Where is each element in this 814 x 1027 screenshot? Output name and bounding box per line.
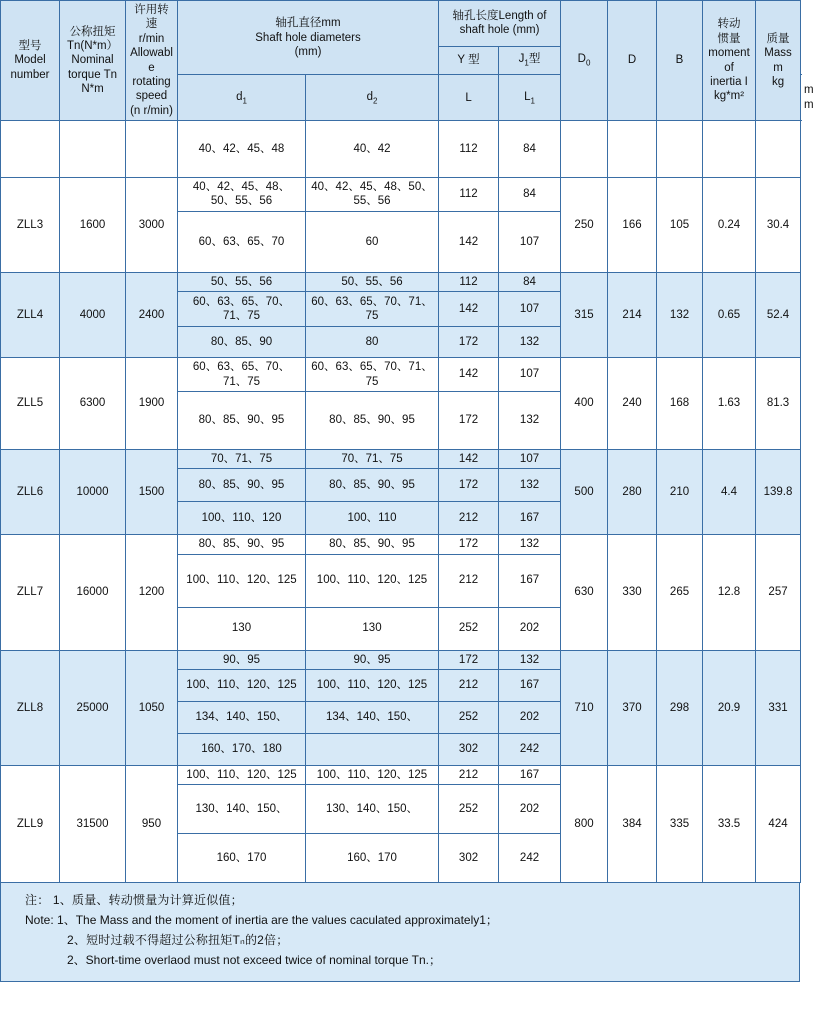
header-nominal-torque: 公称扭矩 Tn(N*m） Nominal torque Tn N*m — [60, 1, 126, 121]
cell-d1: 100、110、120、125 — [178, 670, 306, 702]
cell-speed: 1200 — [126, 535, 178, 650]
cell-L1: 132 — [499, 650, 561, 669]
cell-d1: 160、170 — [178, 834, 306, 883]
cell-L: 212 — [439, 670, 499, 702]
header-model-cn: 型号 — [18, 39, 42, 52]
cell-mass: 139.8 — [756, 449, 801, 534]
cell-d0: 500 — [561, 449, 608, 534]
cell-d1: 80、85、90、95 — [178, 535, 306, 554]
cell-torque: 6300 — [60, 358, 126, 450]
cell-d1: 80、85、90 — [178, 327, 306, 358]
cell-d2: 130 — [306, 607, 439, 650]
cell-d1: 80、85、90、95 — [178, 391, 306, 449]
cell-d2: 40、42、45、48、50、55、56 — [306, 178, 439, 212]
header-allowable-speed: 许用转速 r/min Allowable rotating speed (n r/min) — [126, 1, 178, 121]
cell-L: 172 — [439, 535, 499, 554]
header-inertia: 转动 惯量 moment of inertia I kg*m² — [703, 1, 756, 121]
header-j1-type: $J_1$型 — [499, 46, 561, 75]
cell-d2: 160、170 — [306, 834, 439, 883]
cell-d2: 100、110、120、125 — [306, 670, 439, 702]
cell-model: ZLL6 — [1, 449, 60, 534]
cell-d1: 100、110、120、125 — [178, 766, 306, 785]
cell-L: 252 — [439, 702, 499, 734]
cell-L: 212 — [439, 766, 499, 785]
cell-d2: 134、140、150、 — [306, 702, 439, 734]
cell-B: 335 — [657, 766, 703, 883]
cell-d1: 80、85、90、95 — [178, 469, 306, 502]
cell-L1: 132 — [499, 535, 561, 554]
cell-L: 172 — [439, 327, 499, 358]
cell-B: 265 — [657, 535, 703, 650]
cell-speed: 2400 — [126, 272, 178, 357]
header-shaft-hole-diameter: 轴孔直径mm Shaft hole diameters (mm) — [178, 1, 439, 75]
cell-mass: 52.4 — [756, 272, 801, 357]
cell-d1: 130 — [178, 607, 306, 650]
cell-d1: 60、63、65、70 — [178, 211, 306, 272]
cell-model: ZLL7 — [1, 535, 60, 650]
cell-L1: 202 — [499, 702, 561, 734]
cell-mass: 30.4 — [756, 178, 801, 273]
cell-L1: 132 — [499, 391, 561, 449]
cell-d1: 60、63、65、70、71、75 — [178, 358, 306, 392]
cell-d2: 60 — [306, 211, 439, 272]
cell-L1: 202 — [499, 607, 561, 650]
cell-model: ZLL5 — [1, 358, 60, 450]
cell-B: 210 — [657, 449, 703, 534]
cell-mass: 81.3 — [756, 358, 801, 450]
cell-inertia: 33.5 — [703, 766, 756, 883]
cell-d2: 70、71、75 — [306, 449, 439, 468]
cell-d2: 100、110 — [306, 502, 439, 535]
cell-d1: 90、95 — [178, 650, 306, 669]
cell-d1: 60、63、65、70、71、75 — [178, 292, 306, 327]
cell-model: ZLL3 — [1, 178, 60, 273]
cell-B: 105 — [657, 178, 703, 273]
cell-d2: 80、85、90、95 — [306, 391, 439, 449]
cell-d2: 90、95 — [306, 650, 439, 669]
cell-torque: 31500 — [60, 766, 126, 883]
cell-mass — [756, 121, 801, 178]
cell-d0: 710 — [561, 650, 608, 765]
cell-d1: 100、110、120、125 — [178, 554, 306, 607]
cell-model: ZLL8 — [1, 650, 60, 765]
cell-speed — [126, 121, 178, 178]
cell-inertia: 1.63 — [703, 358, 756, 450]
cell-d2: 50、55、56 — [306, 272, 439, 291]
cell-B: 298 — [657, 650, 703, 765]
table-row — [1, 178, 801, 212]
note-line-cn-1: 注： 1、质量、转动惯量为计算近似值； — [25, 893, 243, 908]
cell-model — [1, 121, 60, 178]
table-header-row-1 — [1, 1, 801, 47]
cell-D — [608, 121, 657, 178]
cell-L1: 167 — [499, 554, 561, 607]
cell-L1: 107 — [499, 292, 561, 327]
note-line-cn-2: 2、短时过载不得超过公称扭矩Tₙ的2倍； — [67, 932, 289, 947]
cell-d2: 80 — [306, 327, 439, 358]
cell-d2: 60、63、65、70、71、75 — [306, 358, 439, 392]
cell-L1: 132 — [499, 327, 561, 358]
note-line-en-2: 2、Short-time overlaod must not exceed twice of nominal torque Tn.； — [67, 952, 441, 967]
cell-model: ZLL4 — [1, 272, 60, 357]
cell-d2: 60、63、65、70、71、75 — [306, 292, 439, 327]
cell-speed: 1050 — [126, 650, 178, 765]
cell-D: 330 — [608, 535, 657, 650]
table-row — [1, 121, 801, 178]
cell-d1: 40、42、45、48 — [178, 121, 306, 178]
table-header-row-3: $d_1$ $d_2$ L $L_1$ mm — [1, 75, 801, 121]
header-y-type: Y 型 — [439, 46, 499, 75]
cell-L: 142 — [439, 292, 499, 327]
cell-D: 280 — [608, 449, 657, 534]
note-line-en-1: Note: 1、The Mass and the moment of inertia are the values caculated approximately1； — [25, 913, 498, 928]
cell-d1: 134、140、150、 — [178, 702, 306, 734]
cell-L1: 202 — [499, 785, 561, 834]
table-row — [1, 535, 801, 554]
header-model-en1: Model — [14, 54, 46, 67]
cell-L1: 242 — [499, 734, 561, 766]
header-mass: 质量 Mass m kg — [756, 1, 801, 121]
cell-L: 112 — [439, 178, 499, 212]
header-B: B — [657, 1, 703, 121]
cell-B: 168 — [657, 358, 703, 450]
cell-d2: 130、140、150、 — [306, 785, 439, 834]
cell-d1: 130、140、150、 — [178, 785, 306, 834]
header-d1: $d_1$ — [178, 75, 306, 121]
cell-L1: 107 — [499, 358, 561, 392]
cell-L1: 132 — [499, 469, 561, 502]
cell-torque: 16000 — [60, 535, 126, 650]
cell-d1: 100、110、120 — [178, 502, 306, 535]
table-row — [1, 766, 801, 785]
cell-d1: 50、55、56 — [178, 272, 306, 291]
header-d0: $D_0$ — [561, 1, 608, 121]
cell-d1: 70、71、75 — [178, 449, 306, 468]
cell-mass: 424 — [756, 766, 801, 883]
cell-D: 370 — [608, 650, 657, 765]
cell-L: 112 — [439, 121, 499, 178]
cell-L: 252 — [439, 785, 499, 834]
cell-inertia: 4.4 — [703, 449, 756, 534]
cell-L: 142 — [439, 449, 499, 468]
cell-L1: 167 — [499, 502, 561, 535]
table-row — [1, 449, 801, 468]
cell-L1: 84 — [499, 121, 561, 178]
cell-L: 172 — [439, 469, 499, 502]
cell-d0: 630 — [561, 535, 608, 650]
header-L: L — [439, 75, 499, 121]
table-row — [1, 358, 801, 392]
cell-L: 142 — [439, 211, 499, 272]
cell-d2: 40、42 — [306, 121, 439, 178]
cell-model: ZLL9 — [1, 766, 60, 883]
cell-D: 240 — [608, 358, 657, 450]
cell-mass: 257 — [756, 535, 801, 650]
header-shaft-hole-length: 轴孔长度Length of shaft hole (mm) — [439, 1, 561, 47]
cell-mass: 331 — [756, 650, 801, 765]
cell-torque: 1600 — [60, 178, 126, 273]
cell-inertia: 20.9 — [703, 650, 756, 765]
cell-L1: 84 — [499, 178, 561, 212]
cell-d2: 100、110、120、125 — [306, 554, 439, 607]
cell-d0 — [561, 121, 608, 178]
cell-L: 302 — [439, 734, 499, 766]
header-model — [1, 1, 60, 121]
cell-D: 384 — [608, 766, 657, 883]
cell-d2: 100、110、120、125 — [306, 766, 439, 785]
cell-d2: 80、85、90、95 — [306, 535, 439, 554]
header-d2: $d_2$ — [306, 75, 439, 121]
cell-D: 166 — [608, 178, 657, 273]
cell-inertia: 0.65 — [703, 272, 756, 357]
cell-L: 172 — [439, 650, 499, 669]
cell-torque — [60, 121, 126, 178]
cell-torque: 10000 — [60, 449, 126, 534]
cell-inertia: 12.8 — [703, 535, 756, 650]
cell-d0: 800 — [561, 766, 608, 883]
cell-L: 252 — [439, 607, 499, 650]
cell-d1: 40、42、45、48、50、55、56 — [178, 178, 306, 212]
cell-B — [657, 121, 703, 178]
cell-speed: 950 — [126, 766, 178, 883]
cell-L: 142 — [439, 358, 499, 392]
header-D: D — [608, 1, 657, 121]
cell-L1: 167 — [499, 670, 561, 702]
cell-L: 302 — [439, 834, 499, 883]
cell-D: 214 — [608, 272, 657, 357]
table-notes — [0, 883, 800, 981]
cell-d2: 80、85、90、95 — [306, 469, 439, 502]
header-L1: $L_1$ — [499, 75, 561, 121]
cell-d0: 400 — [561, 358, 608, 450]
cell-d1: 160、170、180 — [178, 734, 306, 766]
cell-L1: 84 — [499, 272, 561, 291]
cell-L: 212 — [439, 554, 499, 607]
cell-B: 132 — [657, 272, 703, 357]
cell-L: 212 — [439, 502, 499, 535]
cell-d0: 315 — [561, 272, 608, 357]
cell-L: 112 — [439, 272, 499, 291]
cell-speed: 1900 — [126, 358, 178, 450]
header-model-en2: number — [10, 68, 50, 81]
cell-L1: 107 — [499, 211, 561, 272]
cell-d2 — [306, 734, 439, 766]
cell-L1: 107 — [499, 449, 561, 468]
cell-speed: 3000 — [126, 178, 178, 273]
cell-inertia: 0.24 — [703, 178, 756, 273]
cell-L: 172 — [439, 391, 499, 449]
cell-speed: 1500 — [126, 449, 178, 534]
cell-L1: 242 — [499, 834, 561, 883]
cell-L1: 167 — [499, 766, 561, 785]
cell-torque: 25000 — [60, 650, 126, 765]
cell-d0: 250 — [561, 178, 608, 273]
cell-torque: 4000 — [60, 272, 126, 357]
table-row — [1, 272, 801, 291]
cell-inertia — [703, 121, 756, 178]
table-row — [1, 650, 801, 669]
